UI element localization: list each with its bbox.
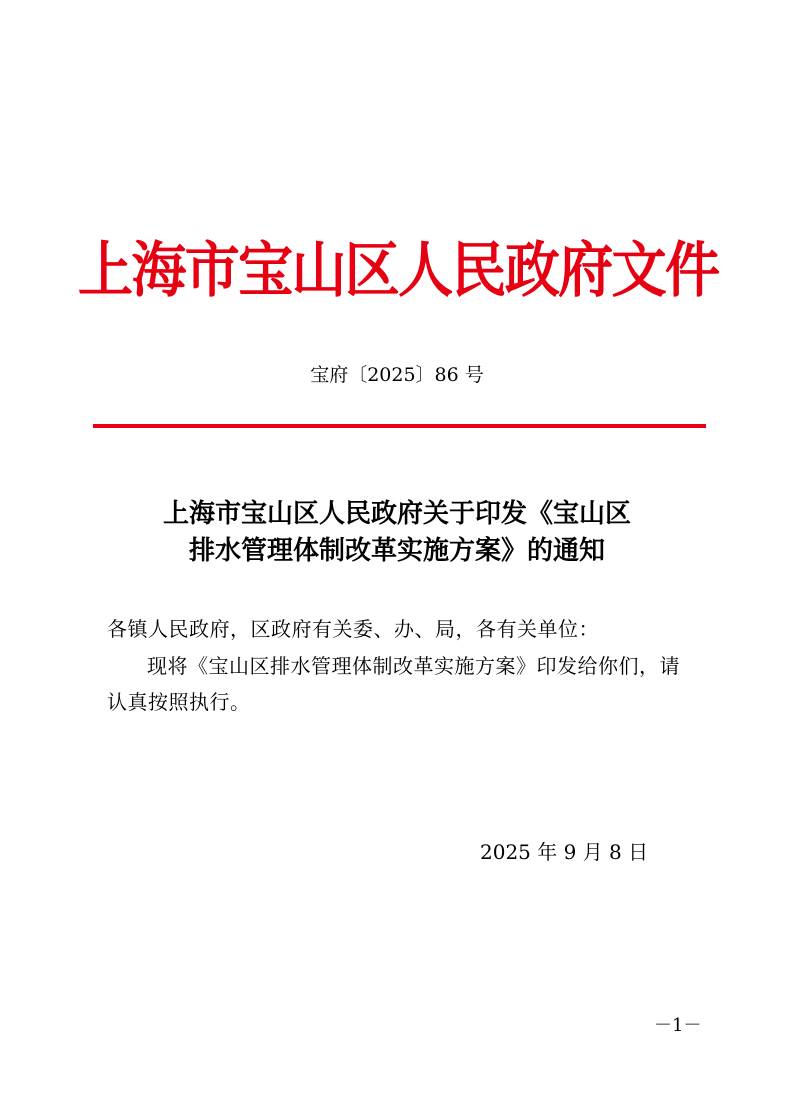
- document-title-line-2: 排水管理体制改革实施方案》的通知: [188, 536, 605, 566]
- document-number: 宝府〔2025〕86 号: [310, 364, 484, 386]
- issue-date: 2025 年 9 月 8 日: [480, 840, 649, 864]
- red-separator-line: [93, 424, 706, 428]
- page-number: －1－: [654, 1015, 702, 1036]
- recipient-line: 各镇人民政府，区政府有关委、办、局，各有关单位：: [107, 617, 599, 641]
- issuer-title: 上海市宝山区人民政府文件: [77, 236, 719, 306]
- body-paragraph: 现将《宝山区排水管理体制改革实施方案》印发给你们，请认真按照执行。: [107, 654, 680, 714]
- document-title: [0, 496, 794, 570]
- document-title-line-1: 上海市宝山区人民政府关于印发《宝山区: [162, 499, 631, 529]
